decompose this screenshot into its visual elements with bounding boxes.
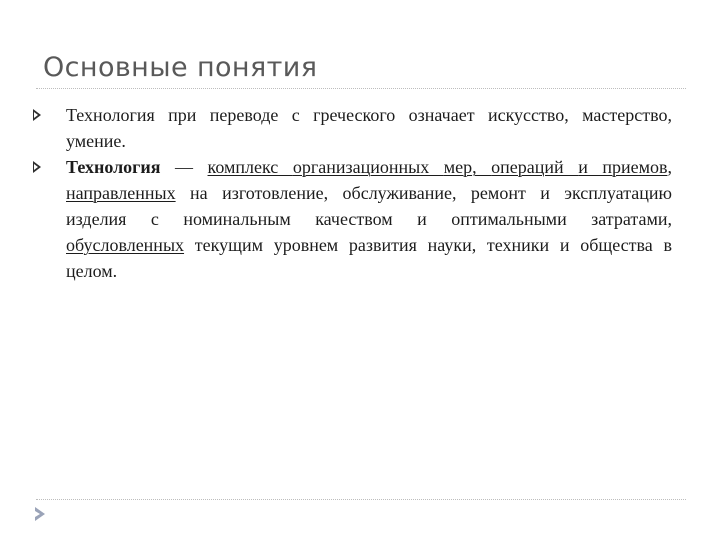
bullet-text: Технология при переводе с греческого означает искусство, мастерство, умение. <box>66 105 672 151</box>
hyperlink-word[interactable]: операций <box>491 157 579 177</box>
title-divider <box>36 88 686 89</box>
bullet-list <box>32 102 672 284</box>
bullet-item <box>32 154 672 284</box>
hyperlink-word[interactable]: комплекс <box>207 157 293 177</box>
definition-text: текущим уровнем развития науки, техники и общества в целом. <box>66 235 672 281</box>
bullet-arrow-icon <box>33 161 41 173</box>
hyperlink-word[interactable]: мер, <box>443 157 492 177</box>
hyperlink-word[interactable]: организационных <box>292 157 444 177</box>
slide-content <box>32 102 672 284</box>
definition-dash: — <box>160 157 208 177</box>
hyperlink-word[interactable]: направленных <box>66 183 176 203</box>
definition-text: на изготовление, обслуживание, ремонт и эксплуатацию изделия с номинальным качеством и оптимальными затратами, <box>66 183 672 229</box>
definition-text: , <box>667 157 672 177</box>
hyperlink-word[interactable]: обусловленных <box>66 235 185 255</box>
footer-divider <box>36 499 686 500</box>
bullet-item <box>32 102 672 154</box>
hyperlink-word[interactable]: и приемов <box>578 157 668 177</box>
term-technology: Технология <box>66 157 161 177</box>
slide-title: Основные понятия <box>43 52 318 83</box>
bullet-arrow-icon <box>33 109 41 121</box>
nav-arrow-icon[interactable] <box>34 506 46 522</box>
